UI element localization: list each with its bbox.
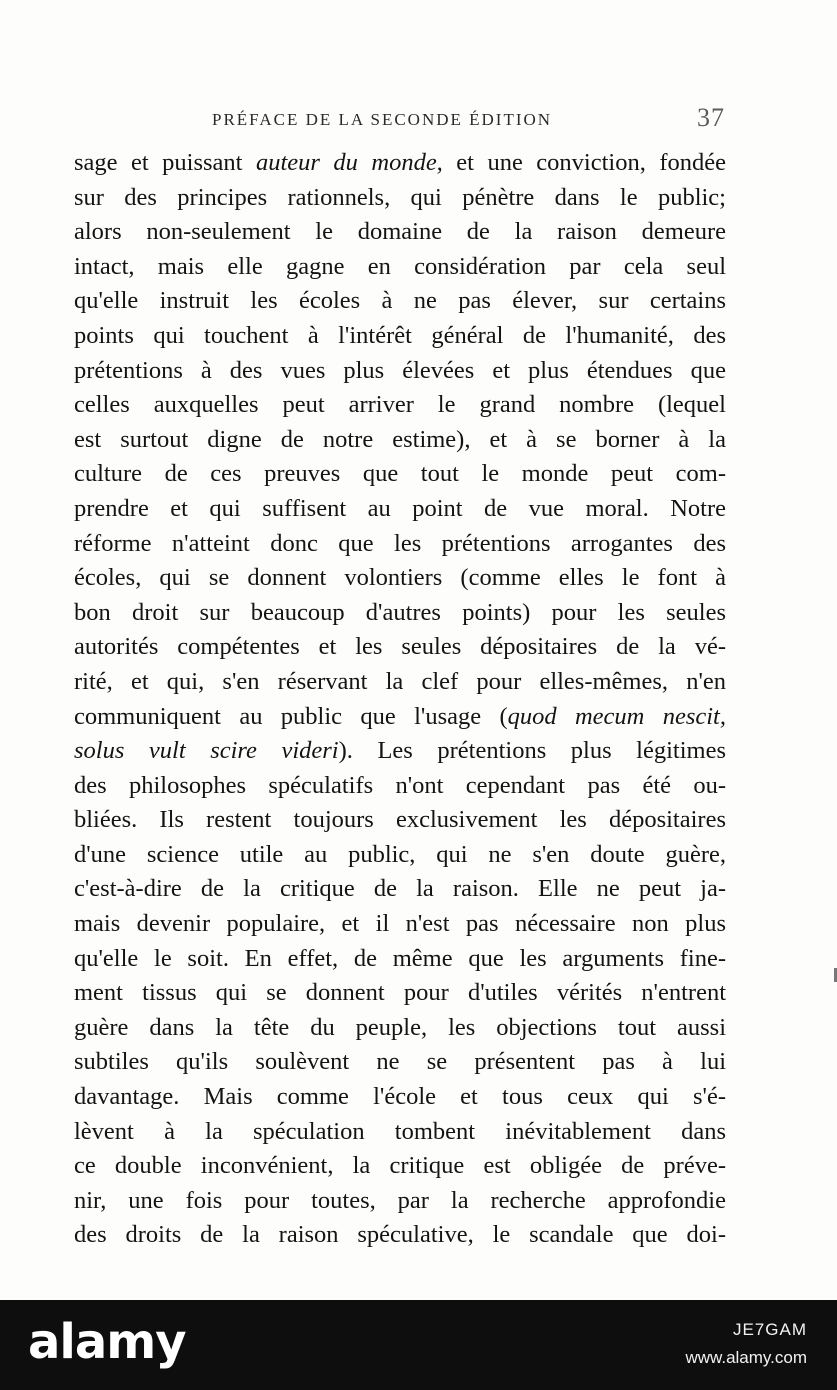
site-url: www.alamy.com: [685, 1348, 807, 1367]
italic-segment: solus vult scire videri: [74, 737, 339, 765]
text-line: [74, 1011, 726, 1046]
text-line: [74, 284, 726, 319]
text-line: [74, 872, 726, 907]
text-segment: subtiles qu'ils soulèvent ne se présentent pas à lui: [74, 1048, 726, 1076]
text-segment: alors non-seulement le domaine de la raison demeure: [74, 218, 726, 246]
text-line: [74, 838, 726, 873]
text-segment: autorités compétentes et les seules dépositaires de la vé-: [74, 633, 726, 661]
text-segment: rité, et qui, s'en réservant la clef pour elles-mêmes, n'en: [74, 667, 726, 695]
text-segment: écoles, qui se donnent volontiers (comme elles le font à: [74, 564, 726, 592]
text-segment: prétentions à des vues plus élevées et plus étendues que: [74, 356, 726, 384]
text-line: [74, 561, 726, 596]
text-line: [74, 734, 726, 769]
text-segment: est surtout digne de notre estime), et à se borner à la: [74, 425, 726, 453]
text-segment: bon droit sur beaucoup d'autres points) pour les seules: [74, 598, 726, 626]
text-line: [74, 250, 726, 285]
page-number: 37: [697, 103, 725, 132]
text-segment: sur des principes rationnels, qui pénètre dans le public;: [74, 183, 726, 211]
text-line: [74, 354, 726, 389]
text-line: [74, 457, 726, 492]
text-line: [74, 146, 726, 181]
text-segment: mais devenir populaire, et il n'est pas nécessaire non plus: [74, 910, 726, 938]
text-segment: nir, une fois pour toutes, par la recherche approfondie: [74, 1186, 726, 1214]
text-line: [74, 665, 726, 700]
text-segment: davantage. Mais comme l'école et tous ceux qui s'é-: [74, 1083, 726, 1111]
text-segment: ment tissus qui se donnent pour d'utiles vérités n'entrent: [74, 979, 726, 1007]
image-id: JE7GAM: [732, 1320, 807, 1339]
text-line: [74, 630, 726, 665]
text-line: [74, 1115, 726, 1150]
text-segment: culture de ces preuves que tout le monde peut com-: [74, 460, 726, 488]
text-segment: guère dans la tête du peuple, les objections tout aussi: [74, 1013, 726, 1041]
text-line: [74, 976, 726, 1011]
text-segment: d'une science utile au public, qui ne s'en doute guère,: [74, 840, 726, 868]
text-segment: des philosophes spéculatifs n'ont cependant pas été ou-: [74, 771, 726, 799]
text-segment: celles auxquelles peut arriver le grand nombre (lequel: [74, 391, 726, 419]
alamy-logo: alamy: [28, 1314, 186, 1370]
text-line: [74, 388, 726, 423]
text-line: [74, 492, 726, 527]
text-segment: et une conviction, fondée: [442, 149, 726, 176]
running-head: PRÉFACE DE LA SECONDE ÉDITION: [212, 110, 553, 129]
text-line: [74, 1045, 726, 1080]
text-segment: ). Les prétentions plus légitimes: [338, 737, 726, 765]
text-line: [74, 1184, 726, 1219]
text-segment: prendre et qui suffisent au point de vue moral. Notre: [74, 494, 726, 522]
text-segment: qu'elle instruit les écoles à ne pas élever, sur certains: [74, 287, 726, 315]
text-segment: ce double inconvénient, la critique est obligée de préve-: [74, 1152, 726, 1180]
text-line: [74, 215, 726, 250]
text-segment: intact, mais elle gagne en considération par cela seul: [74, 252, 726, 280]
text-segment: c'est-à-dire de la critique de la raison. Elle ne peut ja-: [74, 875, 726, 903]
text-line: [74, 907, 726, 942]
text-segment: des droits de la raison spéculative, le scandale que doi-: [74, 1221, 726, 1249]
text-line: [74, 942, 726, 977]
italic-segment: auteur du monde,: [255, 149, 443, 176]
text-line: [74, 1149, 726, 1184]
text-segment: lèvent à la spéculation tombent inévitablement dans: [74, 1117, 726, 1145]
text-line: [74, 700, 726, 735]
text-line: [74, 527, 726, 562]
text-segment: qu'elle le soit. En effet, de même que les arguments fine-: [74, 944, 726, 972]
text-line: [74, 423, 726, 458]
text-segment: bliées. Ils restent toujours exclusivement les dépositaires: [74, 806, 726, 834]
watermark-banner: [0, 1300, 837, 1390]
text-segment: points qui touchent à l'intérêt général de l'humanité, des: [74, 321, 726, 349]
text-line: [74, 596, 726, 631]
text-line: [74, 319, 726, 354]
text-segment: communiquent au public que l'usage (: [74, 702, 508, 730]
text-line: [74, 769, 726, 804]
text-line: [74, 1080, 726, 1115]
text-line: [74, 1218, 726, 1253]
body-text: [74, 146, 726, 1253]
italic-segment: quod mecum nescit,: [507, 702, 726, 730]
text-line: [74, 803, 726, 838]
text-line: [74, 181, 726, 216]
text-segment: réforme n'atteint donc que les prétentions arrogantes des: [74, 529, 726, 557]
text-segment: sage et puissant: [74, 149, 256, 176]
